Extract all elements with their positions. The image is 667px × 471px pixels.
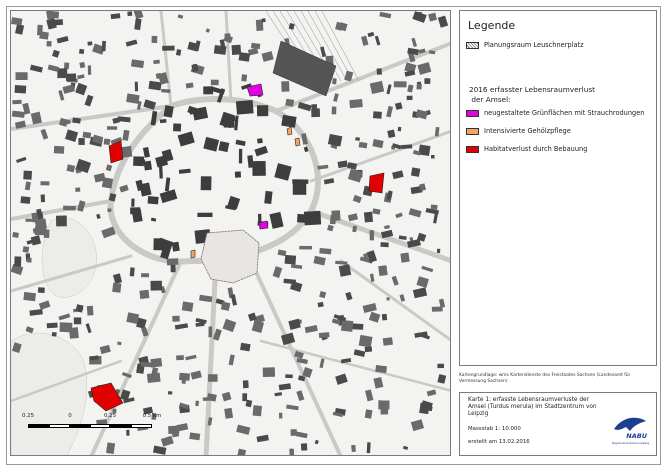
building	[236, 100, 254, 115]
legend-item-label: Intensivierte Gehölzpflege	[484, 127, 571, 135]
building	[359, 335, 373, 348]
scale-segment	[90, 424, 110, 428]
building	[319, 248, 331, 254]
scale-bar	[18, 413, 208, 443]
building	[407, 96, 413, 100]
logo-subtitle: Regionalverband Leipzig	[612, 441, 649, 445]
building	[102, 41, 106, 51]
building	[241, 74, 247, 81]
building	[301, 443, 307, 450]
building	[63, 206, 76, 211]
building	[291, 429, 297, 436]
building	[263, 367, 275, 377]
building	[141, 362, 152, 367]
building	[365, 409, 373, 418]
building	[303, 359, 307, 362]
building	[332, 78, 337, 84]
construction-habitat-loss-area[interactable]	[369, 173, 384, 193]
building	[411, 167, 420, 176]
building	[47, 323, 58, 329]
building	[181, 379, 186, 384]
building	[367, 442, 371, 453]
building	[211, 80, 219, 86]
scale-tick-label: 0.5 km	[142, 413, 162, 419]
building	[75, 187, 80, 191]
building	[160, 119, 167, 123]
legend-subtitle-line: 2016 erfasster Lebensraumverlust	[469, 85, 595, 94]
building	[218, 141, 229, 152]
building	[386, 297, 390, 301]
legend-title: Legende	[468, 19, 516, 32]
building	[20, 196, 30, 204]
scale-tick-label: 0	[68, 413, 72, 419]
building	[257, 138, 263, 143]
building	[239, 149, 242, 164]
building	[418, 145, 430, 157]
building	[54, 146, 64, 154]
building	[417, 84, 422, 90]
building	[431, 155, 435, 159]
map-title: Karte 1: erfasste Lebensraumverluste der Amsel (Turdus merula) im Stadtzentrum von Leipzig	[468, 397, 597, 417]
legend-subtitle	[469, 85, 595, 105]
building	[383, 337, 393, 346]
city-map	[11, 11, 451, 456]
building	[285, 374, 293, 378]
building	[172, 242, 180, 252]
building	[104, 139, 111, 146]
scale-segment	[49, 424, 70, 428]
building	[139, 290, 149, 299]
building	[351, 445, 356, 452]
building	[50, 19, 63, 26]
legend-item-label: Planungsraum Leuschnerplatz	[484, 41, 584, 49]
building	[377, 68, 382, 74]
map-scale: Massstab 1: 10.000	[468, 426, 521, 432]
building	[424, 78, 430, 84]
building	[14, 256, 21, 266]
building	[195, 401, 199, 407]
building	[239, 52, 251, 62]
intensified-tree-maintenance-area[interactable]	[191, 250, 195, 258]
building	[23, 171, 32, 180]
building	[12, 100, 21, 104]
building	[147, 373, 161, 383]
intensified-tree-maintenance-area[interactable]	[295, 138, 300, 146]
building	[168, 391, 172, 394]
building	[38, 287, 45, 293]
building	[401, 144, 412, 149]
building	[264, 191, 272, 204]
building	[257, 105, 268, 116]
building	[398, 127, 402, 132]
building	[151, 281, 163, 291]
building	[39, 31, 49, 39]
building	[40, 181, 49, 185]
building	[26, 219, 34, 222]
legend-item-greenspace	[466, 109, 644, 117]
building	[400, 253, 409, 263]
building	[56, 216, 67, 227]
map-area[interactable]	[10, 10, 451, 456]
building	[12, 232, 19, 238]
building	[224, 408, 233, 419]
building	[107, 208, 111, 212]
building	[176, 355, 184, 360]
building	[162, 46, 174, 51]
map-created-date: erstellt am 13.02.2016	[468, 439, 530, 445]
planning-area-leuschnerplatz[interactable]	[201, 230, 259, 283]
legend-item-label: neugestaltete Grünflächen mit Strauchrodungen	[484, 109, 645, 117]
building	[293, 182, 307, 194]
building	[349, 99, 363, 108]
legend-item-label: Habitatverlust durch Bebauung	[484, 145, 588, 153]
building	[66, 74, 76, 82]
building	[112, 283, 121, 293]
scale-segment	[28, 424, 49, 428]
building	[285, 99, 294, 107]
building	[135, 82, 138, 92]
building	[319, 332, 330, 338]
building	[251, 43, 260, 49]
building	[437, 364, 444, 368]
building	[381, 405, 389, 415]
building	[281, 81, 289, 92]
building	[343, 270, 348, 276]
magenta-swatch	[466, 110, 479, 117]
building	[35, 218, 47, 229]
legend-panel	[459, 10, 657, 366]
building	[281, 115, 296, 128]
building	[351, 323, 363, 329]
building	[23, 292, 36, 301]
building	[341, 320, 353, 332]
building	[370, 230, 374, 240]
building	[83, 132, 92, 139]
building	[299, 246, 312, 250]
building	[432, 306, 443, 311]
building	[60, 322, 73, 332]
building	[78, 138, 84, 145]
building	[107, 126, 117, 130]
building	[161, 89, 170, 93]
building	[279, 413, 282, 419]
building	[35, 231, 39, 235]
building	[133, 156, 144, 166]
building	[378, 265, 387, 276]
legend-item-planning-area	[466, 41, 584, 49]
building	[148, 196, 159, 204]
building	[208, 374, 218, 382]
building	[106, 442, 115, 454]
building	[52, 332, 57, 337]
building	[131, 199, 134, 207]
building	[15, 85, 27, 93]
scale-segment	[131, 424, 152, 428]
building	[243, 380, 249, 388]
building	[167, 258, 179, 265]
building	[311, 104, 317, 110]
building	[330, 215, 336, 225]
building	[297, 214, 311, 223]
building	[150, 358, 162, 368]
building	[214, 45, 227, 55]
building	[292, 179, 308, 184]
building	[127, 11, 132, 16]
red-swatch	[466, 146, 479, 153]
building	[41, 194, 45, 202]
building	[242, 393, 247, 401]
building	[111, 13, 121, 19]
building	[375, 365, 387, 373]
building	[262, 18, 266, 22]
building	[64, 63, 69, 69]
building	[201, 176, 212, 190]
building	[152, 36, 158, 43]
building	[437, 249, 440, 253]
building	[289, 449, 294, 456]
building	[253, 405, 262, 416]
map-info-panel	[459, 392, 657, 456]
scale-tick-label: 0.25	[103, 413, 117, 419]
building	[79, 49, 84, 54]
logo-text: NABU	[626, 432, 647, 440]
legend-item-construction	[466, 145, 587, 153]
legend-item-tree-maintenance	[466, 127, 571, 135]
building	[57, 68, 67, 78]
scale-segment	[110, 424, 131, 428]
building	[203, 397, 213, 401]
building	[87, 41, 92, 45]
scale-segment	[70, 424, 90, 428]
building	[394, 81, 407, 87]
building	[141, 273, 149, 277]
building	[130, 267, 135, 276]
orange-swatch	[466, 128, 479, 135]
building	[16, 72, 28, 80]
source-note: Kartengrundlage: wms Kartendienste des Freistaates Sachsen (Landesamt für Vermessung Sachsen)	[459, 373, 631, 384]
building	[23, 246, 30, 253]
building	[252, 161, 266, 176]
building	[74, 317, 81, 324]
building	[382, 314, 387, 321]
building	[46, 41, 51, 47]
building	[285, 255, 297, 265]
building	[235, 171, 241, 177]
building	[87, 306, 94, 316]
building	[197, 213, 212, 217]
building	[172, 316, 179, 322]
building	[373, 111, 382, 119]
building	[365, 346, 372, 352]
building	[355, 137, 360, 140]
building	[208, 327, 212, 338]
building	[88, 65, 91, 74]
building	[431, 205, 438, 210]
planning-area-swatch	[466, 42, 479, 49]
building	[179, 373, 190, 381]
building	[231, 116, 235, 121]
building	[240, 343, 251, 352]
building	[221, 302, 230, 311]
building	[27, 258, 32, 263]
legend-subtitle-line: der Amsel:	[469, 95, 511, 104]
scale-tick-label: 0.25	[21, 413, 35, 419]
building	[380, 242, 388, 247]
building	[173, 123, 181, 131]
building	[364, 212, 373, 223]
building	[182, 301, 194, 311]
building	[332, 107, 337, 115]
building	[359, 142, 368, 148]
